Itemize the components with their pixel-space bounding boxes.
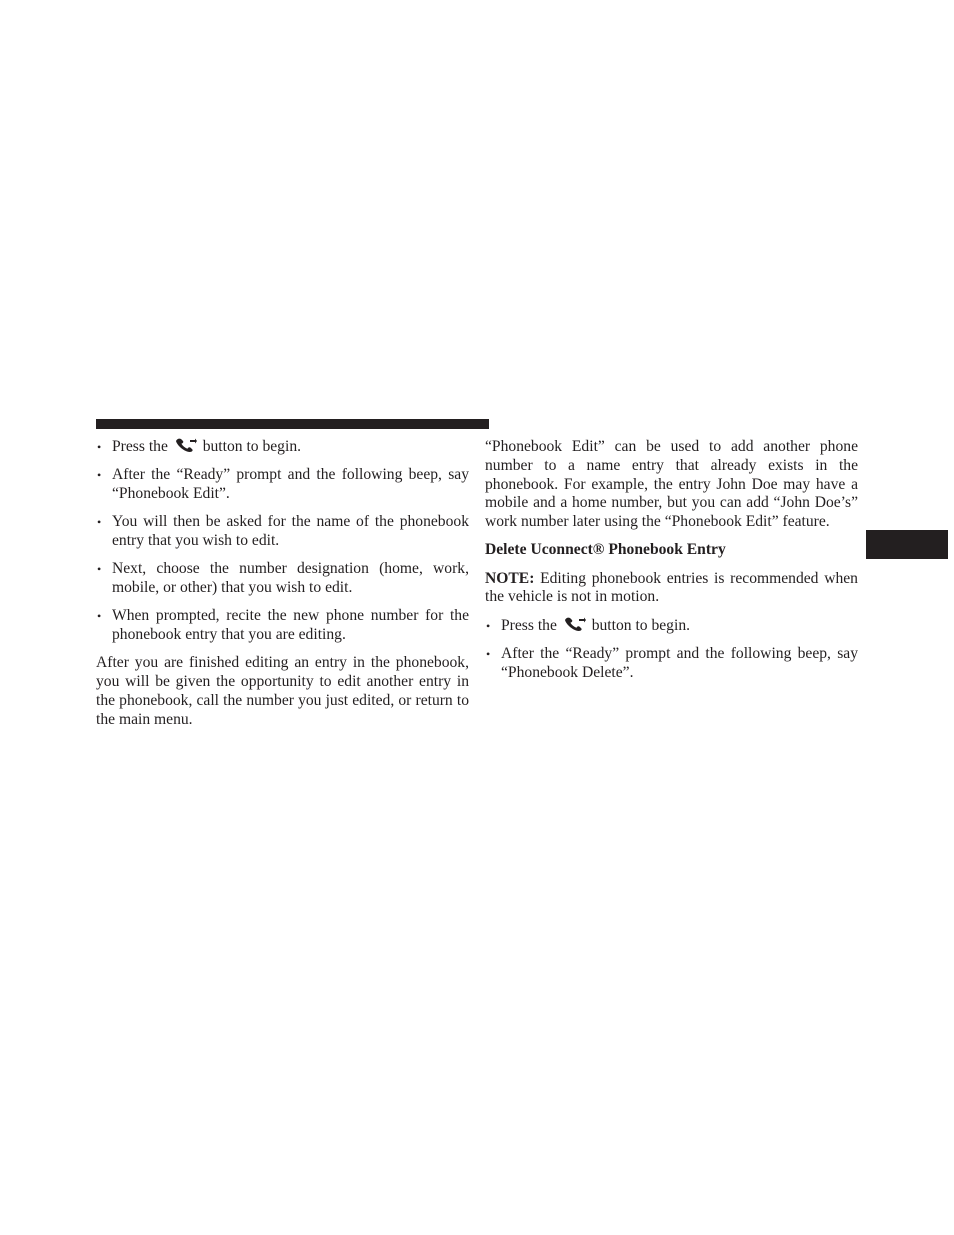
- bullet-text-after-icon: button to begin.: [591, 616, 691, 634]
- list-item: • When prompted, recite the new phone number for the phonebook entry that you are editing.: [97, 607, 469, 643]
- bullet-text: Next, choose the number designation (home, work, mobile, or other) that you wish to edit.: [112, 560, 469, 596]
- finished-editing-paragraph: After you are finished editing an entry in the phonebook, you will be given the opportunity to edit another entry in the phonebook, call the number you just edited, or return to the main menu.: [96, 654, 469, 728]
- list-item: • Press the button to begin.: [486, 616, 691, 634]
- phonebook-edit-intro: “Phonebook Edit” can be used to add another phone number to a name entry that already exists in the phonebook. For example, the entry John Doe may have a mobile and a home number, but you can add “John Doe’s” work number later using the “Phonebook Edit” feature.: [485, 438, 858, 531]
- list-item: • After the “Ready” prompt and the following beep, say “Phonebook Delete”.: [486, 644, 858, 681]
- bullet-text: After the “Ready” prompt and the following beep, say “Phonebook Delete”.: [501, 644, 858, 681]
- list-item: • Next, choose the number designation (home, work, mobile, or other) that you wish to edit.: [97, 560, 469, 596]
- right-column: [485, 438, 858, 692]
- list-item: • Press the button to begin.: [97, 438, 302, 455]
- phone-icon: [175, 438, 197, 452]
- bullet-text: After the “Ready” prompt and the following beep, say “Phonebook Edit”.: [112, 466, 469, 502]
- note-paragraph: [485, 570, 858, 608]
- list-item: • You will then be asked for the name of the phonebook entry that you wish to edit.: [97, 513, 469, 549]
- section-heading: Delete Uconnect® Phonebook Entry: [485, 541, 726, 559]
- bullet-text-after-icon: button to begin.: [202, 438, 302, 455]
- edit-steps-list: [96, 438, 469, 645]
- delete-steps-list: [485, 617, 858, 683]
- list-item: • After the “Ready” prompt and the following beep, say “Phonebook Edit”.: [97, 466, 469, 502]
- section-top-rule: [96, 419, 489, 429]
- left-column: [96, 438, 469, 739]
- bullet-text: You will then be asked for the name of the phonebook entry that you wish to edit.: [112, 513, 469, 549]
- bullet-text-before-icon: Press the: [501, 616, 557, 634]
- bullet-text-before-icon: Press the: [112, 438, 168, 455]
- chapter-side-tab: [866, 530, 948, 559]
- bullet-text: When prompted, recite the new phone number for the phonebook entry that you are editing.: [112, 607, 469, 643]
- phone-icon: [564, 617, 586, 631]
- note-text: Editing phonebook entries is recommended when the vehicle is not in motion.: [485, 569, 858, 606]
- note-label: NOTE:: [485, 569, 535, 587]
